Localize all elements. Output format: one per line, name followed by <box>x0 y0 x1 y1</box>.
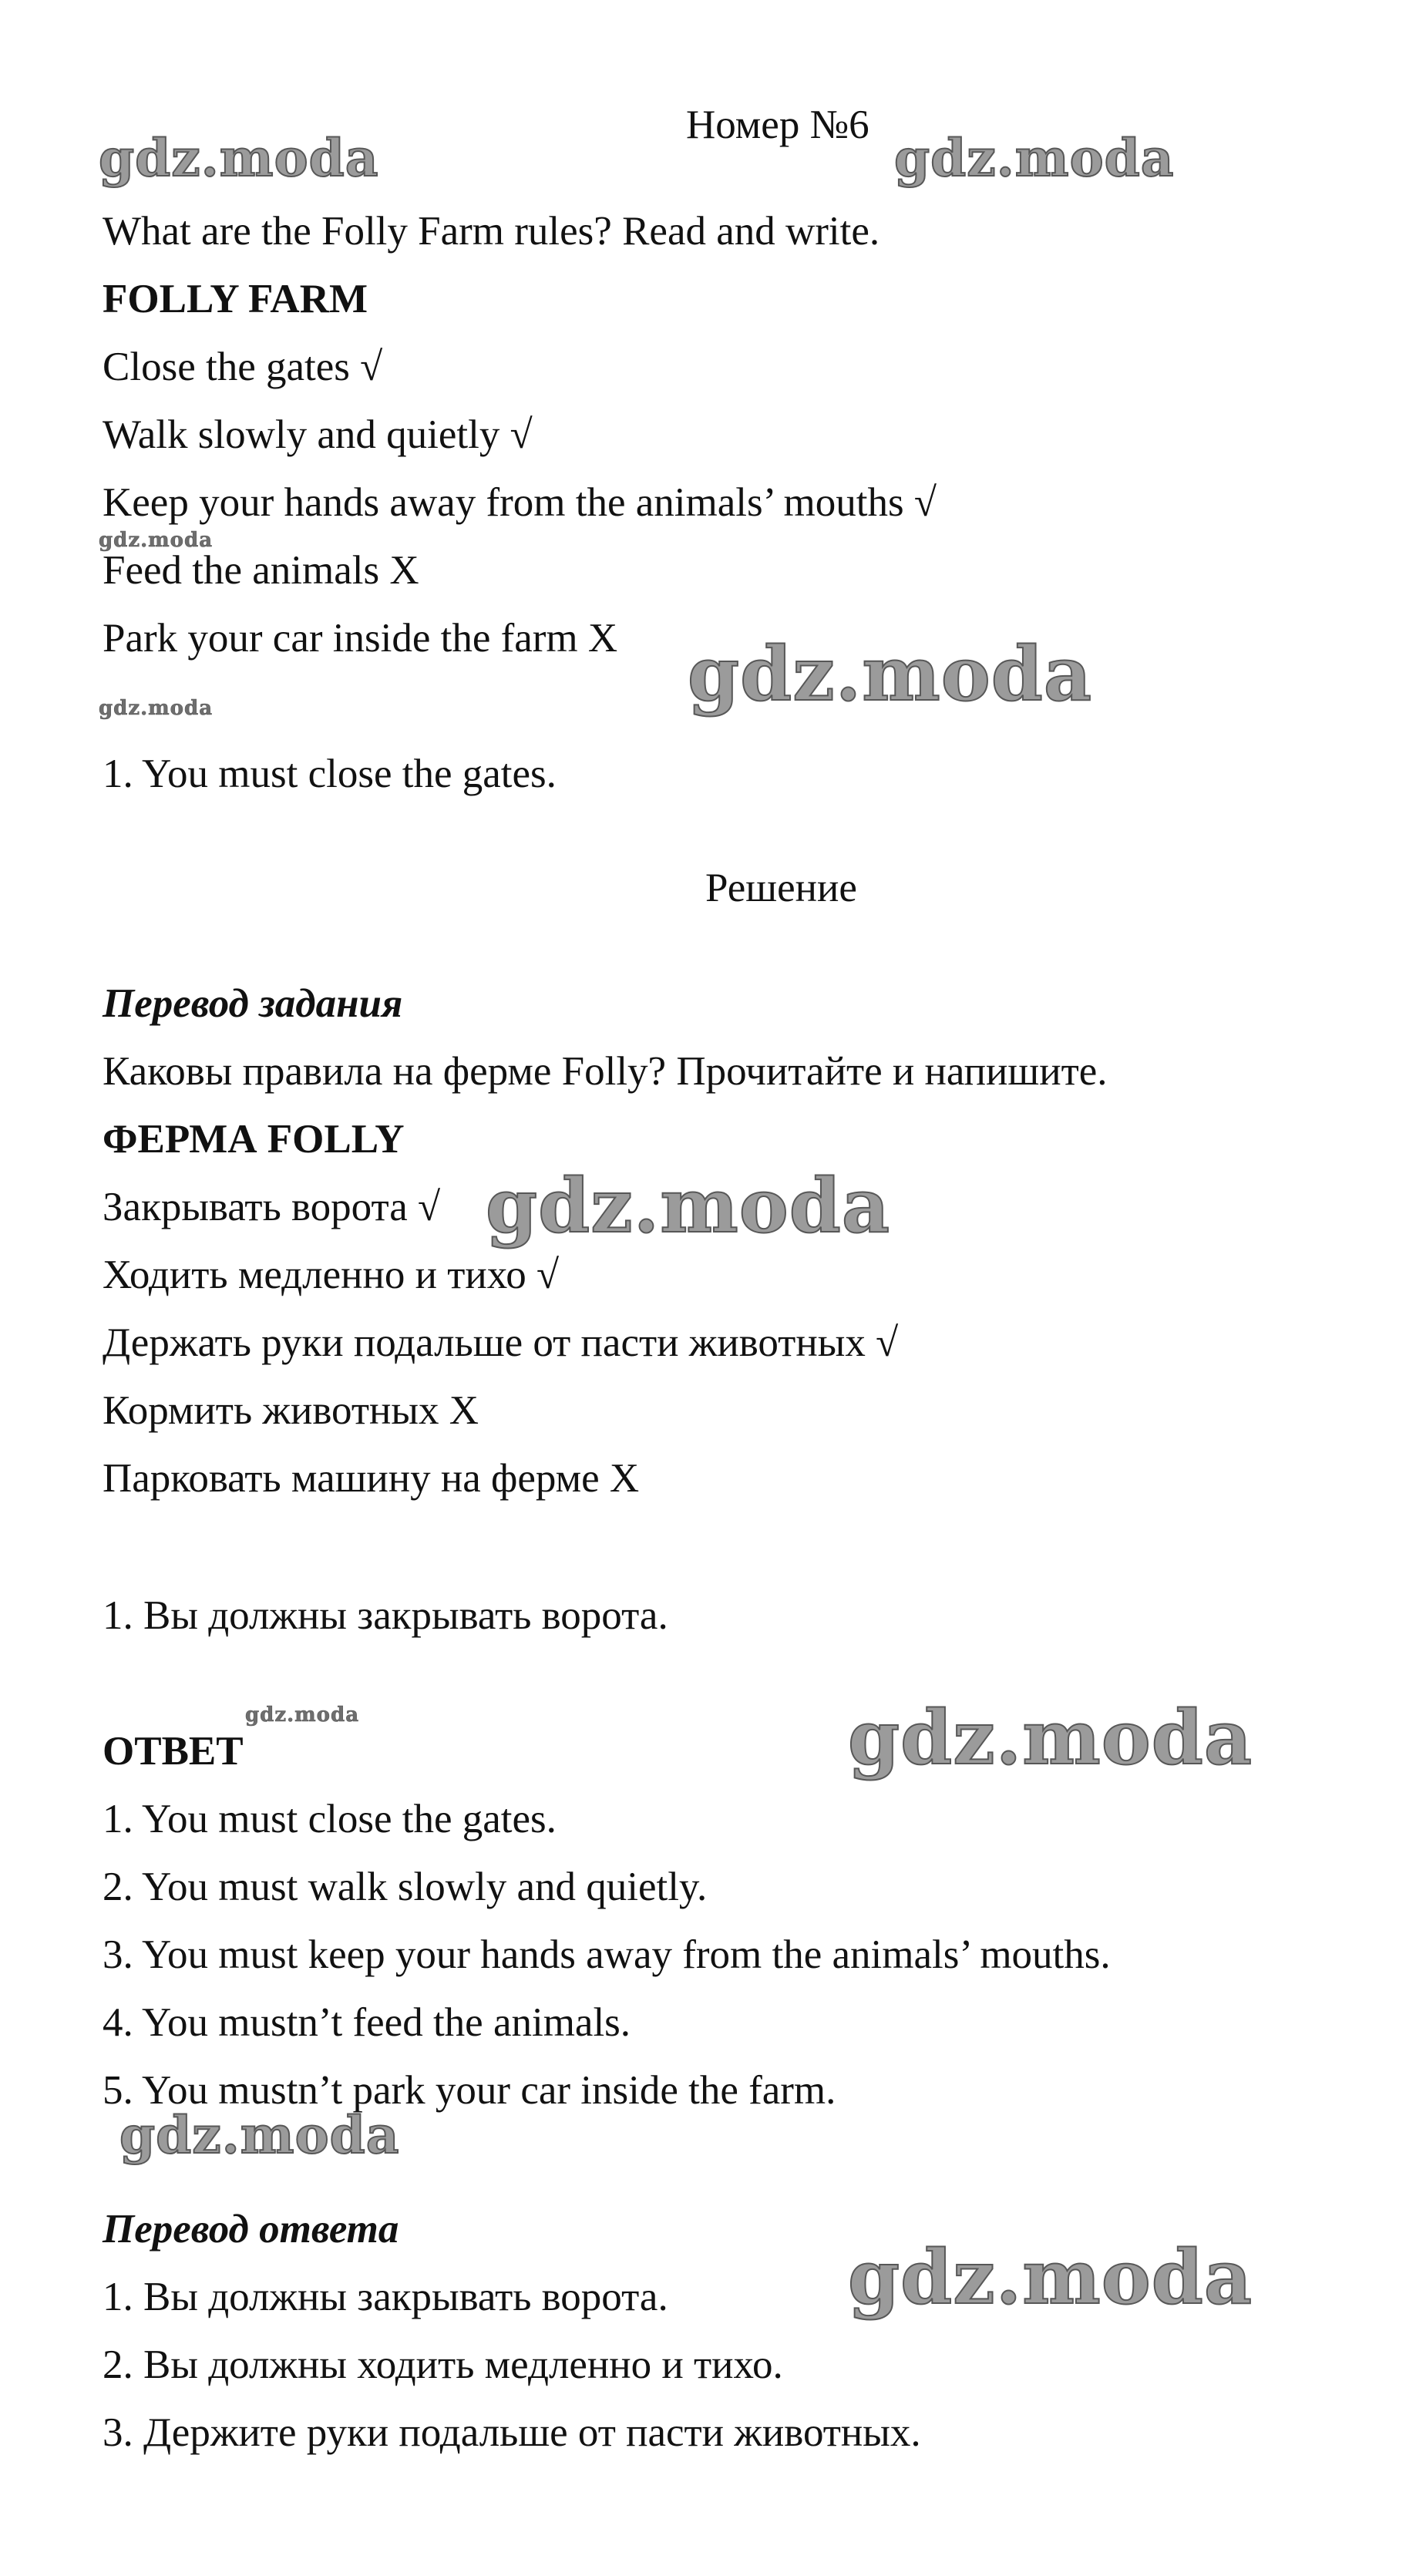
translation-farm-heading: ФЕРМА FOLLY <box>103 1117 405 1162</box>
answer-item: 3. You must keep your hands away from the animals’ mouths. <box>103 1932 1111 1977</box>
rule-item: Feed the animals X <box>103 548 419 593</box>
answer-item: 5. You mustn’t park your car inside the farm. <box>103 2068 836 2113</box>
watermark-logo: gdz.moda <box>245 1703 360 1727</box>
answer-translation-item: 1. Вы должны закрывать ворота. <box>103 2275 668 2319</box>
translation-rule-item: Закрывать ворота √ <box>103 1185 441 1229</box>
answer-translation-item: 2. Вы должны ходить медленно и тихо. <box>103 2342 783 2387</box>
translation-example: 1. Вы должны закрывать ворота. <box>103 1593 668 1638</box>
task-prompt: What are the Folly Farm rules? Read and write. <box>103 209 880 254</box>
task-heading: FOLLY FARM <box>103 277 368 321</box>
answer-heading: ОТВЕТ <box>103 1729 244 1774</box>
rule-item: Walk slowly and quietly √ <box>103 412 533 457</box>
watermark-logo: gdz.moda <box>848 1694 1253 1781</box>
rule-item: Keep your hands away from the animals’ mouths √ <box>103 480 937 525</box>
translation-rule-item: Кормить животных X <box>103 1388 479 1433</box>
task-example: 1. You must close the gates. <box>103 752 557 796</box>
answer-translation-heading: Перевод ответа <box>103 2207 399 2251</box>
translation-rule-item: Держать руки подальше от пасти животных √ <box>103 1320 899 1365</box>
watermark-logo: gdz.moda <box>848 2234 1253 2321</box>
watermark-logo: gdz.moda <box>894 128 1175 188</box>
translation-prompt: Каковы правила на ферме Folly? Прочитайте и напишите. <box>103 1049 1108 1094</box>
watermark-logo: gdz.moda <box>688 631 1093 718</box>
watermark-logo: gdz.moda <box>99 529 214 552</box>
watermark-logo: gdz.moda <box>119 2105 400 2165</box>
translation-rule-item: Парковать машину на ферме X <box>103 1456 640 1501</box>
rule-item: Park your car inside the farm X <box>103 616 618 661</box>
solution-title: Решение <box>705 866 857 910</box>
answer-item: 4. You mustn’t feed the animals. <box>103 2000 631 2045</box>
answer-translation-item: 3. Держите руки подальше от пасти животных. <box>103 2410 921 2455</box>
translation-rule-item: Ходить медленно и тихо √ <box>103 1253 560 1297</box>
answer-item: 1. You must close the gates. <box>103 1797 557 1841</box>
answer-item: 2. You must walk slowly and quietly. <box>103 1865 708 1909</box>
translation-heading: Перевод задания <box>103 981 403 1026</box>
watermark-logo: gdz.moda <box>99 697 214 720</box>
watermark-logo: gdz.moda <box>99 128 379 188</box>
watermark-logo: gdz.moda <box>486 1162 891 1249</box>
page-title: Номер №6 <box>686 103 869 147</box>
rule-item: Close the gates √ <box>103 345 383 389</box>
